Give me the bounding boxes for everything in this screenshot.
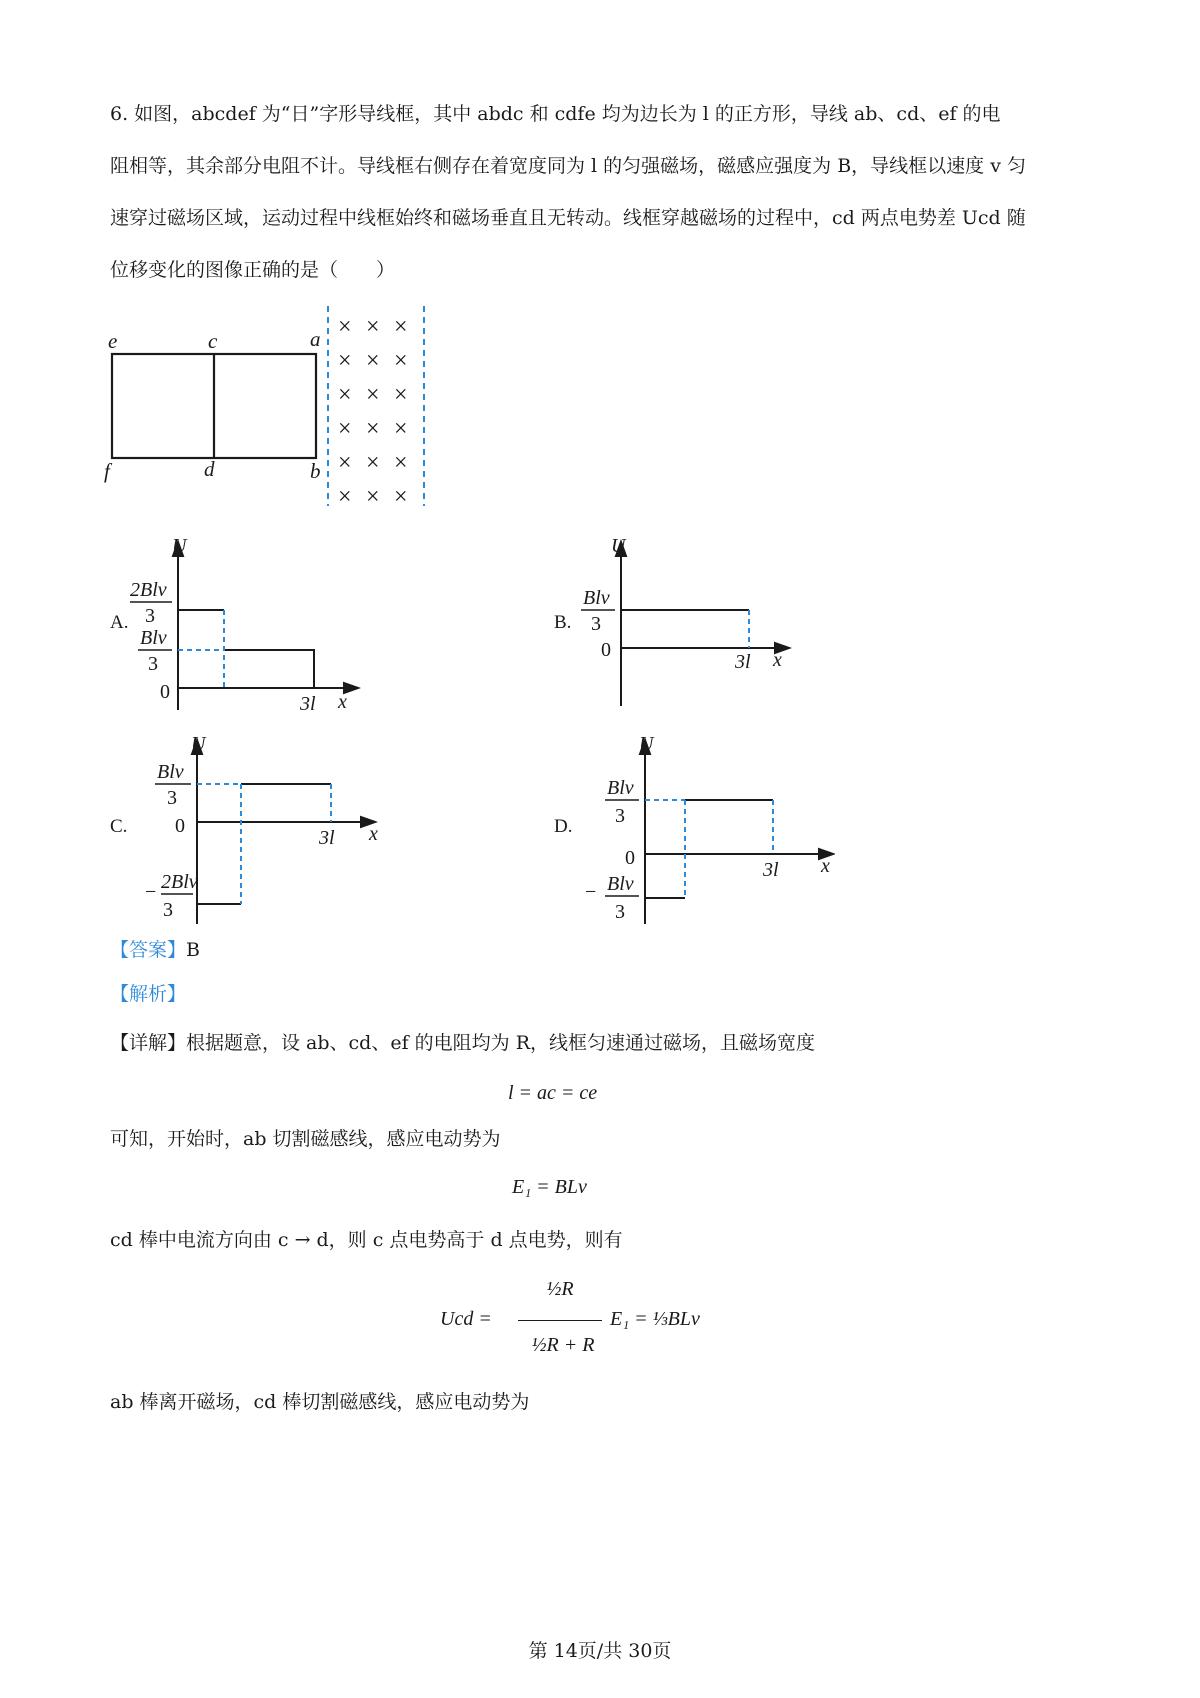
svg-text:3: 3 (148, 653, 158, 675)
equation-3 (440, 1270, 700, 1380)
graph-c-3l: 3l (319, 827, 335, 849)
option-b-label[interactable]: B. (554, 612, 572, 633)
graph-b-origin: 0 (601, 639, 611, 661)
field-cross-mark: × (366, 484, 380, 510)
answer-line (110, 938, 200, 962)
option-d-label[interactable]: D. (554, 816, 573, 837)
svg-text:3: 3 (167, 787, 177, 809)
label-f: f (104, 459, 110, 483)
equation-3-fraction-bar (518, 1320, 602, 1321)
label-e: e (108, 329, 118, 353)
analysis-line (110, 982, 186, 1006)
question-line-3: 速穿过磁场区域，运动过程中线框始终和磁场垂直且无转动。线框穿越磁场的过程中，cd 两点电势差 Ucd 随 (110, 207, 1026, 229)
graph-d-x-label: x (821, 855, 830, 877)
graph-a-origin: 0 (160, 681, 170, 703)
graph-d-blv: Blv (607, 777, 634, 799)
graph-c-minus: − (145, 881, 157, 903)
analysis-tag: 【解析】 (110, 983, 187, 1005)
field-cross-mark: × (338, 416, 352, 442)
graph-d-minus: − (585, 881, 597, 903)
svg-text:3: 3 (615, 805, 625, 827)
detail-line-1 (110, 1031, 815, 1055)
detail-text-1: 根据题意，设 ab、cd、ef 的电阻均为 R，线框匀速通过磁场，且磁场宽度 (186, 1032, 816, 1054)
frame-figure (100, 300, 480, 530)
graph-a-blv: Blv (140, 627, 167, 649)
equation-2: E₁ = BLv (512, 1176, 587, 1198)
option-a-label[interactable]: A. (110, 612, 129, 633)
graph-a-y-label: U (172, 535, 187, 557)
svg-text:3: 3 (591, 613, 601, 635)
answer-value: B (186, 939, 200, 961)
svg-text:3: 3 (615, 901, 625, 923)
graph-a-2blv: 2Blv (130, 579, 167, 601)
detail-line-2: 可知，开始时，ab 切割磁感线，感应电动势为 (110, 1128, 501, 1150)
page-footer: 第 14页/共 30页 (528, 1640, 672, 1662)
magnetic-field-crosses (338, 314, 408, 510)
graph-d (585, 728, 835, 928)
graph-b-blv: Blv (583, 587, 610, 609)
field-cross-mark: × (394, 382, 408, 408)
graph-b (575, 530, 805, 710)
field-cross-mark: × (394, 314, 408, 340)
field-cross-mark: × (366, 450, 380, 476)
graph-c-blv: Blv (157, 761, 184, 783)
svg-text:3: 3 (163, 899, 173, 921)
graph-d-3l: 3l (763, 859, 779, 881)
graph-a-3l: 3l (300, 693, 316, 715)
detail-tag: 【详解】 (110, 1032, 187, 1054)
equation-3-numerator: ½R (546, 1278, 574, 1300)
graph-a (120, 530, 370, 715)
field-cross-mark: × (338, 450, 352, 476)
svg-text:3: 3 (145, 605, 155, 627)
field-cross-mark: × (338, 382, 352, 408)
graph-b-x-label: x (773, 649, 782, 671)
field-cross-mark: × (394, 416, 408, 442)
field-cross-mark: × (338, 314, 352, 340)
graph-d-neg-blv: Blv (607, 873, 634, 895)
detail-line-3: cd 棒中电流方向由 c → d，则 c 点电势高于 d 点电势，则有 (110, 1229, 623, 1251)
field-cross-mark: × (338, 348, 352, 374)
field-cross-mark: × (394, 450, 408, 476)
question-line-1: 6. 如图，abcdef 为“日”字形导线框，其中 abdc 和 cdfe 均为边长为 l 的正方形，导线 ab、cd、ef 的电 (110, 103, 1001, 125)
graph-d-origin: 0 (625, 847, 635, 869)
equation-3-denominator: ½R + R (531, 1334, 595, 1356)
graph-c (145, 728, 395, 928)
graph-c-y-label: U (191, 733, 206, 755)
label-a: a (310, 327, 321, 351)
field-cross-mark: × (338, 484, 352, 510)
graph-b-y-label: U (611, 535, 626, 557)
graph-b-3l: 3l (735, 651, 751, 673)
label-b: b (310, 459, 321, 483)
field-cross-mark: × (394, 348, 408, 374)
graph-c-x-label: x (369, 823, 378, 845)
option-c-label[interactable]: C. (110, 816, 128, 837)
question-line-4: 位移变化的图像正确的是（ ） (110, 259, 396, 281)
label-c: c (208, 329, 218, 353)
answer-tag: 【答案】 (110, 939, 187, 961)
question-line-2: 阻相等，其余部分电阻不计。导线框右侧存在着宽度同为 l 的匀强磁场，磁感应强度为 B，导线框以速度 v 匀 (110, 155, 1026, 177)
field-cross-mark: × (366, 314, 380, 340)
field-cross-mark: × (366, 416, 380, 442)
graph-d-y-label: U (639, 733, 654, 755)
detail-line-4: ab 棒离开磁场，cd 棒切割磁感线，感应电动势为 (110, 1391, 530, 1413)
equation-1: l = ac = ce (508, 1082, 598, 1104)
field-cross-mark: × (366, 382, 380, 408)
equation-3-rhs: E₁ = ⅓BLv (610, 1308, 700, 1330)
graph-a-segment-2 (224, 650, 314, 688)
label-d: d (204, 457, 215, 481)
equation-3-lhs: Ucd = (440, 1308, 492, 1330)
graph-a-x-label: x (338, 691, 347, 713)
field-cross-mark: × (394, 484, 408, 510)
graph-c-origin: 0 (175, 815, 185, 837)
field-cross-mark: × (366, 348, 380, 374)
graph-c-2blv: 2Blv (161, 871, 198, 893)
